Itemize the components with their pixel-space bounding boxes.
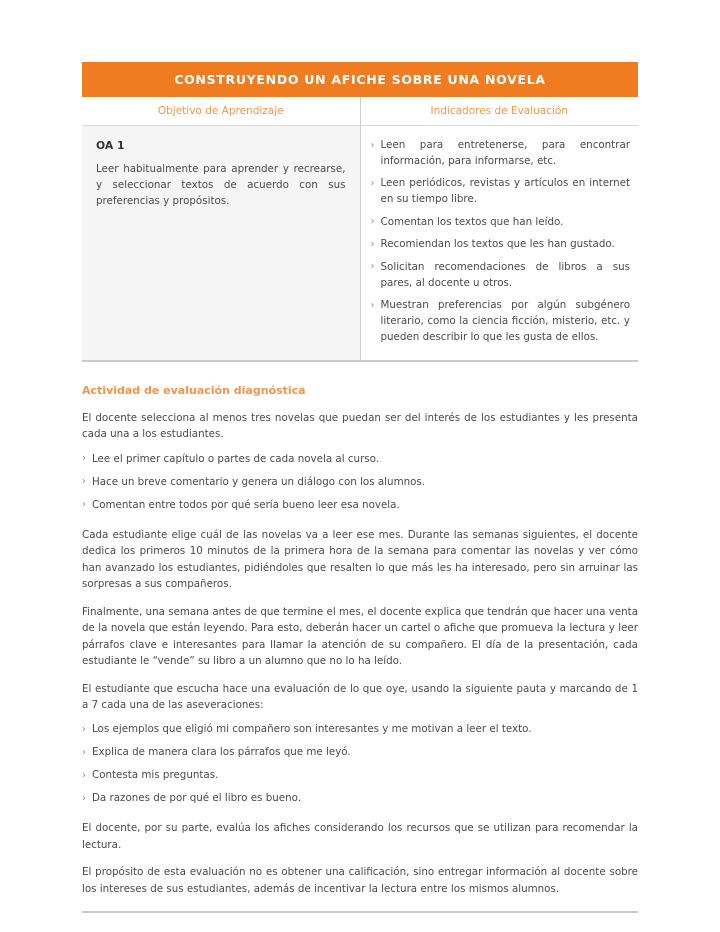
list-item: › Contesta mis preguntas. bbox=[82, 768, 638, 784]
column-header-indicadores: Indicadores de Evaluación bbox=[360, 97, 638, 126]
list-item: › Los ejemplos que eligió mi compañero son interesantes y me motivan a leer el texto. bbox=[82, 722, 638, 738]
activity-steps-list bbox=[82, 452, 638, 514]
list-item: › Recomiendan los textos que les han gustado. bbox=[371, 237, 631, 253]
document-title: CONSTRUYENDO UN AFICHE SOBRE UNA NOVELA bbox=[174, 72, 546, 87]
list-item: › Solicitan recomendaciones de libros a sus pares, al docente u otros. bbox=[371, 260, 631, 292]
document-content bbox=[82, 62, 638, 913]
indicadores-list bbox=[371, 138, 631, 346]
section-bottom-rule bbox=[82, 911, 638, 913]
activity-paragraph-4: El estudiante que escucha hace una evaluación de lo que oye, usando la siguiente pauta y marcando de 1 a 7 cada una de las aseveraciones: bbox=[82, 682, 638, 711]
list-item: › Explica de manera clara los párrafos que me leyó. bbox=[82, 745, 638, 761]
table-header-row bbox=[82, 97, 638, 126]
activity-section bbox=[82, 384, 638, 913]
table-title-row bbox=[82, 62, 638, 97]
objetivo-cell bbox=[82, 126, 360, 361]
list-item: › Leen para entretenerse, para encontrar información, para informarse, etc. bbox=[371, 138, 631, 170]
list-item: › Muestran preferencias por algún subgénero literario, como la ciencia ficción, misterio, etc. y pueden describir lo que les gusta de ellos. bbox=[371, 298, 631, 346]
activity-paragraph-5: El docente, por su parte, evalúa los afiches considerando los recursos que se utilizan para recomendar la lectura. bbox=[82, 822, 638, 851]
objetivo-text: Leer habitualmente para aprender y recrearse, y seleccionar textos de acuerdo con sus preferencias y propósitos. bbox=[96, 162, 346, 207]
list-item: › Hace un breve comentario y genera un diálogo con los alumnos. bbox=[82, 475, 638, 491]
list-item: › Leen periódicos, revistas y artículos en internet en su tiempo libre. bbox=[371, 176, 631, 208]
activity-intro-paragraph: El docente selecciona al menos tres novelas que puedan ser del interés de los estudiantes y les presenta cada una a los estudiantes. bbox=[82, 411, 638, 441]
list-item: › Comentan entre todos por qué sería bueno leer esa novela. bbox=[82, 498, 638, 514]
activity-heading: Actividad de evaluación diagnóstica bbox=[82, 383, 306, 397]
activity-paragraph-6: El propósito de esta evaluación no es obtener una calificación, sino entregar información al docente sobre los intereses de sus estudiantes, además de incentivar la lectura entre los mismos alumnos. bbox=[82, 866, 638, 895]
list-item: › Da razones de por qué el libro es bueno. bbox=[82, 791, 638, 807]
indicadores-cell bbox=[360, 126, 638, 361]
learning-objective-table bbox=[82, 62, 638, 362]
pauta-list bbox=[82, 722, 638, 807]
activity-paragraph-3: Finalmente, una semana antes de que termine el mes, el docente explica que tendrán que hacer una venta de la novela que están leyendo. Para esto, deberán hacer un cartel o afiche que promueva la lectura y leer párrafos clave e interesantes para llamar la atención de su compañero. El día de la presentación, cada estudiante le “vende” su libro a un alumno que no lo ha leído. bbox=[82, 605, 638, 668]
table-title-cell bbox=[82, 62, 638, 97]
list-item: › Lee el primer capítulo o partes de cada novela al curso. bbox=[82, 452, 638, 468]
list-item: › Comentan los textos que han leído. bbox=[371, 215, 631, 231]
activity-paragraph-2: Cada estudiante elige cuál de las novelas va a leer ese mes. Durante las semanas siguientes, el docente dedica los primeros 10 minutos de la primera hora de la semana para comentar las novelas y ver cómo han avanzado los estudiantes, pidiéndoles que resalten lo que más les ha interesado, pero sin arruinar las sorpresas a sus compañeros. bbox=[82, 528, 638, 591]
objetivo-code: OA 1 bbox=[96, 139, 125, 152]
column-header-objetivo: Objetivo de Aprendizaje bbox=[82, 97, 360, 126]
table-body-row bbox=[82, 126, 638, 361]
